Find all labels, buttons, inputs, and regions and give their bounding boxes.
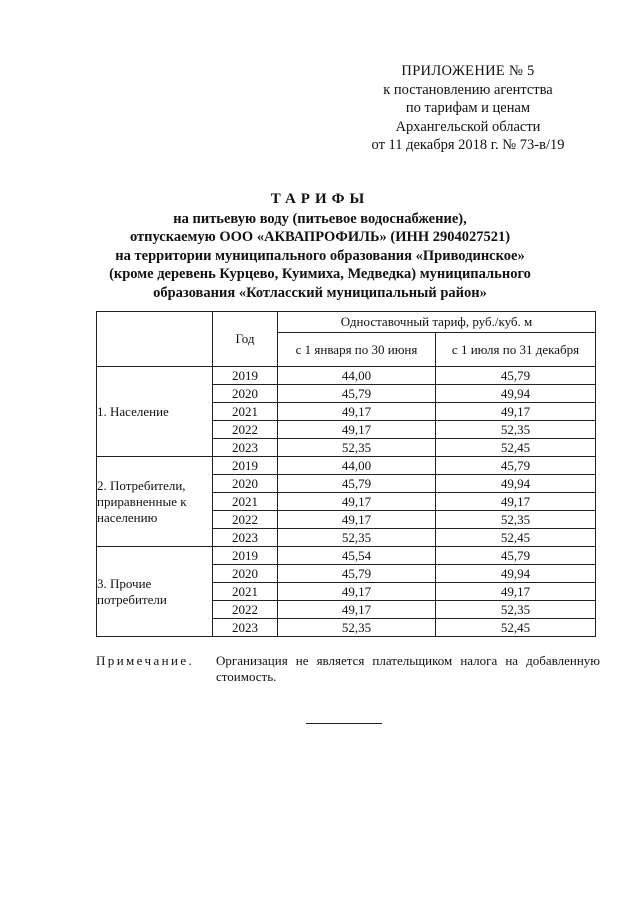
year-cell: 2023: [213, 439, 278, 457]
tariff-h1-cell: 45,79: [278, 385, 436, 403]
tariff-h1-cell: 49,17: [278, 583, 436, 601]
year-cell: 2019: [213, 457, 278, 475]
note-text: Организация не является плательщиком налога на добавленную стоимость.: [216, 653, 600, 684]
tariff-h1-cell: 49,17: [278, 511, 436, 529]
category-label: 3. Прочие: [97, 575, 152, 591]
heading-line: образования «Котласский муниципальный район»: [153, 284, 487, 301]
appendix-line: от 11 декабря 2018 г. № 73-в/19: [371, 137, 565, 153]
tariff-h2-cell: 49,17: [436, 493, 596, 511]
tariff-h1-cell: 49,17: [278, 421, 436, 439]
tariff-h2-cell: 52,45: [436, 619, 596, 637]
header-tariff: Одноставочный тариф, руб./куб. м: [278, 312, 596, 333]
year-cell: 2022: [213, 601, 278, 619]
appendix-line: Архангельской области: [395, 118, 541, 135]
year-cell: 2021: [213, 403, 278, 421]
year-cell: 2019: [213, 547, 278, 565]
tariff-h1-cell: 45,79: [278, 565, 436, 583]
tariff-h2-cell: 45,79: [436, 547, 596, 565]
year-cell: 2021: [213, 583, 278, 601]
tariff-h2-cell: 49,17: [436, 403, 596, 421]
tariff-h1-cell: 49,17: [278, 403, 436, 421]
tariff-h1-cell: 49,17: [278, 601, 436, 619]
appendix-title: ПРИЛОЖЕНИЕ № 5: [401, 63, 535, 79]
tariff-h2-cell: 49,94: [436, 385, 596, 403]
table-row: [97, 367, 596, 385]
year-cell: 2021: [213, 493, 278, 511]
year-cell: 2022: [213, 511, 278, 529]
note-label: Примечание.: [96, 653, 195, 668]
appendix-line: по тарифам и ценам: [405, 100, 531, 116]
year-cell: 2020: [213, 475, 278, 493]
document-heading: [40, 190, 600, 303]
category-label: 1. Население: [97, 403, 169, 419]
heading-line: на территории муниципального образования «Приводинское»: [115, 247, 525, 264]
heading-line: (кроме деревень Курцево, Куимиха, Медведка) муниципального: [109, 266, 531, 283]
table-row: [97, 547, 596, 565]
tariff-h2-cell: 52,45: [436, 529, 596, 547]
appendix-line: к постановлению агентства: [383, 81, 553, 98]
tariff-h2-cell: 49,94: [436, 565, 596, 583]
category-label: приравненные к: [97, 493, 187, 509]
tariff-h2-cell: 45,79: [436, 457, 596, 475]
tariff-h2-cell: 52,35: [436, 511, 596, 529]
category-label: 2. Потребители,: [97, 477, 186, 493]
tariff-h2-cell: 52,45: [436, 439, 596, 457]
table-row: [97, 457, 596, 475]
tariff-table-body: [97, 367, 596, 637]
tariff-h2-cell: 45,79: [436, 367, 596, 385]
heading-line: на питьевую воду (питьевое водоснабжение),: [173, 210, 467, 227]
year-cell: 2023: [213, 619, 278, 637]
year-cell: 2019: [213, 367, 278, 385]
tariff-h1-cell: 52,35: [278, 529, 436, 547]
year-cell: 2020: [213, 565, 278, 583]
tariff-h1-cell: 52,35: [278, 619, 436, 637]
header-year: Год: [213, 312, 278, 367]
heading-line: отпускаемую ООО «АКВАПРОФИЛЬ» (ИНН 2904027521): [129, 229, 511, 246]
tariff-table: [96, 311, 596, 637]
tariff-h1-cell: 45,79: [278, 475, 436, 493]
year-cell: 2022: [213, 421, 278, 439]
appendix-block: [340, 62, 596, 155]
tariff-h1-cell: 44,00: [278, 367, 436, 385]
category-label: потребители: [97, 591, 167, 607]
header-period-2: с 1 июля по 31 декабря: [436, 333, 596, 367]
closing-rule: [306, 723, 382, 724]
tariff-h2-cell: 52,35: [436, 421, 596, 439]
tariff-h2-cell: 49,17: [436, 583, 596, 601]
tariff-h2-cell: 52,35: [436, 601, 596, 619]
category-cell: [97, 547, 213, 637]
tariff-h1-cell: 45,54: [278, 547, 436, 565]
year-cell: 2023: [213, 529, 278, 547]
document-title: ТАРИФЫ: [270, 191, 370, 207]
tariff-h1-cell: 44,00: [278, 457, 436, 475]
tariff-h1-cell: 52,35: [278, 439, 436, 457]
year-cell: 2020: [213, 385, 278, 403]
header-period-1: с 1 января по 30 июня: [278, 333, 436, 367]
category-label: населению: [97, 509, 158, 525]
tariff-h2-cell: 49,94: [436, 475, 596, 493]
header-blank: [97, 312, 213, 367]
category-cell: [97, 367, 213, 457]
category-cell: [97, 457, 213, 547]
tariff-h1-cell: 49,17: [278, 493, 436, 511]
